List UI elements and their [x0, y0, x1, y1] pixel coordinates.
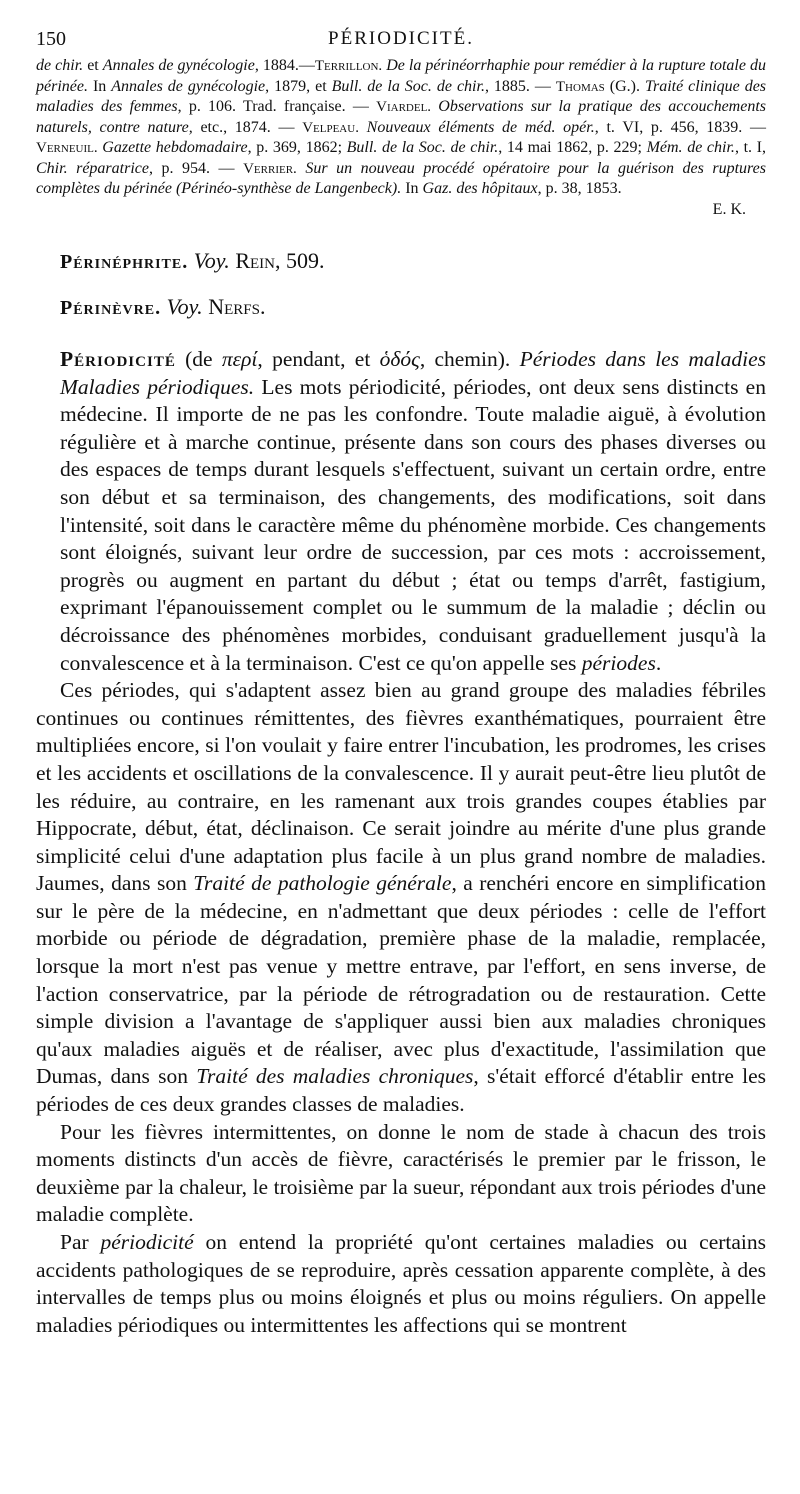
author-name: Verneuil.	[36, 140, 98, 156]
author-name: Verrier.	[243, 160, 297, 177]
paragraph: Pour les fièvres intermittentes, on donne le nom de stade à chacun des trois moments distincts d'un accès de fièvre, caractérisés le premier par le frisson, le deuxième par la chaleur, le troisième par la sueur, répondant aux trois périodes d'une maladie complète.	[36, 1119, 766, 1227]
page-number: 150	[36, 28, 66, 50]
author-name: Terrillon.	[314, 58, 383, 74]
cross-reference: Périnèvre. Voy. Nerfs.	[60, 294, 266, 319]
paragraph: Périodicité (de περί, pendant, et ὁδός, chemin). Périodes dans les maladies Maladies périodiques. Les mots périodicité, périodes, ont deux sens distincts en médecine. Il importe de ne pas les confondre. Toute maladie aiguë, à évolution régulière et à marche continue, présente dans son cours des phases diverses ou des espaces de temps durant lesquels s'effectuent, suivant un certain ordre, entre son début et sa terminaison, des changements, des modifications, soit dans l'intensité, soit dans le caractère même du phénomène morbide. Ces changements sont éloignés, suivant leur ordre de succession, par ces mots : accroissement, progrès ou augment en partant du début ; état ou temps d'arrêt, fastigium, exprimant l'épanouissement complet ou le summum de la maladie ; déclin ou décroissance des phénomènes morbides, conduisant graduellement jusqu'à la convalescence et à la terminaison. C'est ce qu'on appelle ses périodes.	[60, 347, 766, 675]
cross-reference: Périnéphrite. Voy. Rein, 509.	[60, 248, 325, 273]
page-header	[36, 22, 766, 56]
bibliography-block: de chir. et Annales de gynécologie, 1884.—Terrillon. De la périnéorrhaphie pour remédier à la rupture totale du périnée. In Annales de gynécologie, 1879, et Bull. de la Soc. de chir., 1885. — Thomas (G.). Traité clinique des maladies des femmes, p. 106. Trad. française. — Viardel. Observations sur la pratique des accouchements naturels, contre nature, etc., 1874. — Velpeau. Nouveaux éléments de méd. opér., t. VI, p. 456, 1839. — Verneuil. Gazette hebdomadaire, p. 369, 1862; Bull. de la Soc. de chir., 14 mai 1862, p. 229; Mém. de chir., t. I, Chir. réparatrice, p. 954. — Verrier. Sur un nouveau procédé opératoire pour la guérison des ruptures complètes du périnée (Périnéo-synthèse de Langenbeck). In Gaz. des hôpitaux, p. 38, 1853. E. K.	[36, 56, 766, 220]
entry-term: Périnèvre.	[60, 297, 162, 319]
page	[36, 22, 766, 1339]
entry-term: Périnéphrite.	[60, 251, 189, 273]
entry-term: Périodicité	[60, 347, 176, 371]
paragraph: Par périodicité on entend la propriété qu'ont certaines maladies ou certains accidents pathologiques de se reproduire, après cessation apparente complète, à des intervalles de temps plus ou moins éloignés et plus ou moins réguliers. On appelle maladies périodiques ou intermittentes les affections qui se montrent	[36, 1230, 767, 1337]
article-body	[36, 346, 766, 1339]
author-name: Thomas	[555, 78, 605, 95]
author-name: Viardel.	[376, 99, 432, 115]
cross-reference-target: Rein	[235, 248, 275, 273]
author-name: Velpeau.	[302, 119, 359, 136]
paragraph: Ces périodes, qui s'adaptent assez bien au grand groupe des maladies fébriles continues ou continues rémittentes, des fièvres exanthématiques, pourraient être multipliées encore, si l'on voulait y faire entrer l'incubation, les prodromes, les crises et les accidents et oscillations de la convalescence. Il y aurait peut-être lieu plutôt de les réduire, au contraire, en les ramenant aux trois grandes coupes établies par Hippocrate, début, état, déclinaison. Ce serait joindre au mérite d'une plus grande simplicité celui d'une adaptation plus facile à un plus grand nombre de maladies. Jaumes, dans son Traité de pathologie générale, a renchéri encore en simplification sur le père de la médecine, en n'admettant que deux périodes : celle de l'effort morbide ou période de dégradation, première phase de la maladie, remplacée, lorsque la mort n'est pas venue y mettre entrave, par l'effort, en sens inverse, de l'action conservatrice, par la période de rétrogradation ou de restauration. Cette simple division a l'avantage de s'appliquer aussi bien aux maladies chroniques qu'aux maladies aiguës et de réaliser, avec plus d'exactitude, l'assimilation que Dumas, dans son Traité des maladies chroniques, s'était efforcé d'établir entre les périodes de ces deux grandes classes de maladies.	[36, 678, 767, 1117]
cross-reference-target: Nerfs	[208, 294, 260, 319]
author-signature: E. K.	[712, 200, 746, 218]
running-title: PÉRIODICITÉ.	[328, 28, 474, 49]
